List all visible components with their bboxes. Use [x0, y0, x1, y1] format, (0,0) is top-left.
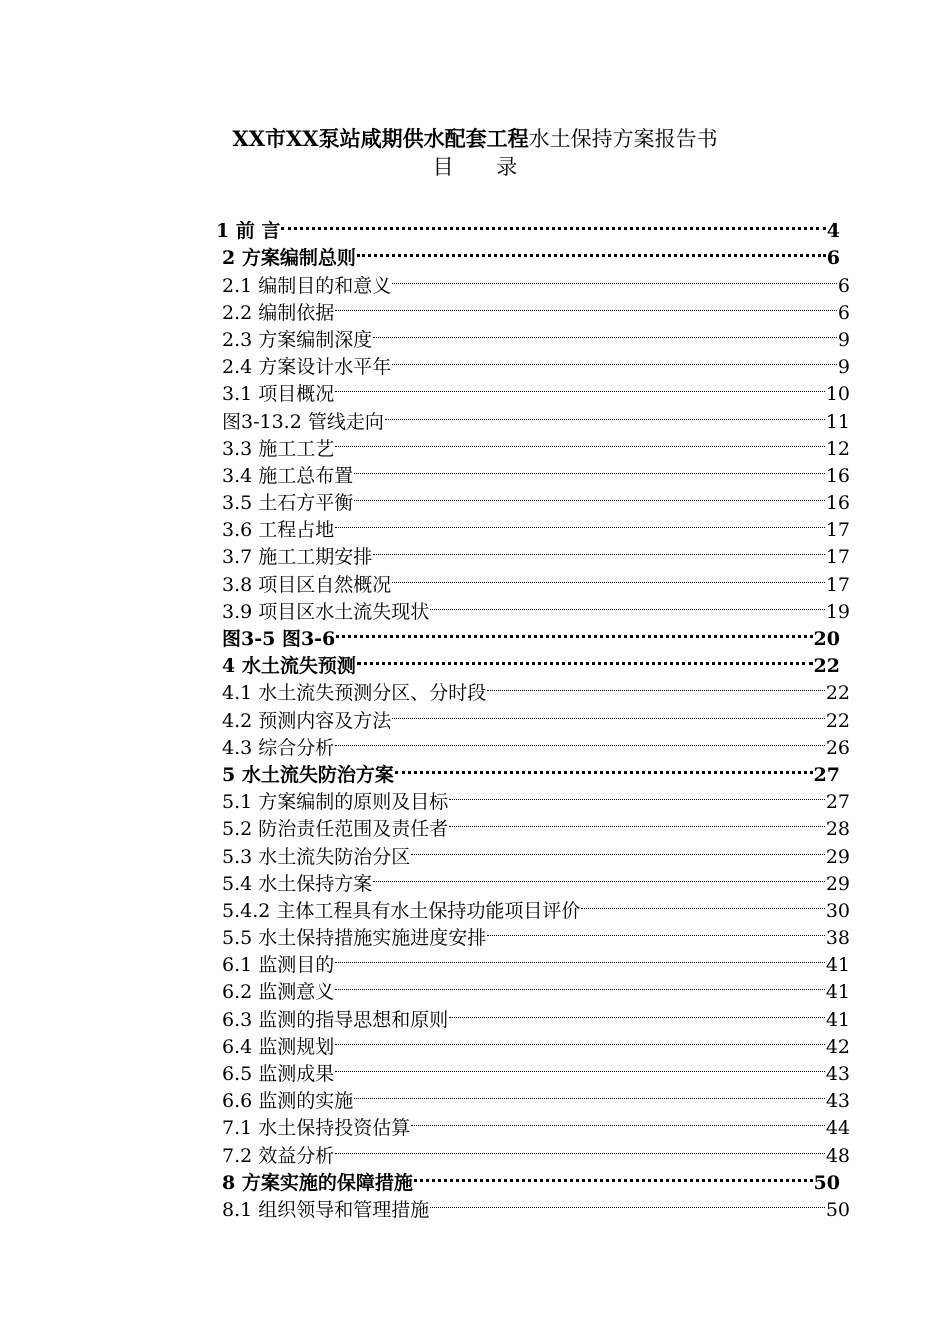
toc-entry-label: 4.3 综合分析	[222, 736, 335, 759]
toc-entry-page: 44	[825, 1117, 850, 1140]
toc-entry-page: 6	[837, 301, 850, 324]
toc-entry-label: 1 前 言	[216, 220, 281, 243]
toc-leader-dots	[391, 563, 826, 590]
toc-entry[interactable]	[222, 672, 850, 705]
toc-leader-dots	[448, 781, 826, 808]
toc-entry-label: 3.9 项目区水土流失现状	[222, 600, 430, 623]
toc-entry-page: 50	[813, 1171, 840, 1194]
toc-entry-label: 6.3 监测的指导思想和原则	[222, 1008, 449, 1031]
toc-entry-label: 8 方案实施的保障措施	[222, 1171, 413, 1194]
toc-entry[interactable]	[222, 482, 850, 515]
toc-entry-label: 5.2 防治责任范围及责任者	[222, 818, 449, 841]
toc-leader-dots	[353, 455, 826, 482]
toc-entry-label: 3.4 施工总布置	[222, 464, 354, 487]
toc-entry[interactable]	[222, 781, 850, 814]
toc-entry-page: 43	[825, 1063, 850, 1085]
toc-leader-dots	[391, 699, 826, 726]
toc-leader-dots	[394, 754, 814, 781]
toc-entry-page: 41	[825, 1008, 850, 1031]
toc-entry-page: 48	[825, 1144, 850, 1167]
toc-leader-dots	[334, 292, 838, 319]
toc-entry[interactable]	[222, 835, 850, 868]
toc-entry[interactable]	[222, 808, 850, 841]
toc-entry-page: 41	[825, 981, 850, 1004]
toc-entry[interactable]	[222, 727, 850, 759]
toc-entry-label: 2.1 编制目的和意义	[222, 274, 392, 297]
toc-leader-dots	[410, 1107, 826, 1134]
toc-entry[interactable]	[222, 1026, 850, 1058]
toc-entry[interactable]	[222, 917, 850, 950]
toc-entry-page: 9	[837, 328, 850, 351]
toc-entry-label: 2.4 方案设计水平年	[222, 356, 392, 379]
toc-entry-page: 38	[825, 927, 850, 950]
toc-entry-page: 22	[825, 709, 850, 732]
toc-entry-page: 30	[825, 899, 850, 922]
toc-leader-dots	[334, 727, 826, 754]
toc-entry[interactable]	[222, 890, 850, 922]
toc-entry-label: 4.2 预测内容及方法	[222, 709, 392, 732]
toc-entry-page: 20	[813, 628, 840, 650]
toc-entry-label: 5.5 水土保持措施实施进度安排	[222, 927, 487, 950]
toc-entry-label: 3.8 项目区自然概况	[222, 573, 392, 596]
toc-entry-page: 41	[825, 954, 850, 977]
toc-leader-dots	[334, 428, 826, 455]
toc-leader-dots	[334, 509, 826, 536]
toc-entry-page: 6	[826, 247, 840, 270]
toc-entry-page: 4	[826, 220, 840, 243]
toc-entry[interactable]	[222, 237, 850, 270]
toc-leader-dots	[334, 1134, 826, 1161]
toc-entry[interactable]	[222, 754, 850, 786]
toc-leader-dots	[391, 264, 838, 291]
toc-leader-dots	[356, 237, 827, 264]
toc-entry-label: 2.3 方案编制深度	[222, 328, 373, 351]
toc-entry[interactable]	[222, 563, 850, 596]
toc-leader-dots	[448, 808, 826, 835]
toc-leader-dots	[384, 400, 826, 427]
document-title	[0, 124, 950, 154]
toc-entry-page: 19	[825, 600, 850, 623]
toc-leader-dots	[334, 1053, 826, 1080]
toc-entry-page: 17	[825, 519, 850, 542]
toc-entry-page: 12	[825, 437, 850, 460]
toc-entry-label: 5.4.2 主体工程具有水土保持功能项目评价	[222, 899, 581, 922]
toc-entry-label: 7.1 水土保持投资估算	[222, 1117, 411, 1140]
toc-entry-label: 2.2 编制依据	[222, 301, 335, 324]
toc-leader-dots	[353, 482, 826, 509]
toc-entry[interactable]	[222, 618, 850, 650]
toc-entry[interactable]	[222, 699, 850, 732]
toc-leader-dots	[486, 917, 826, 944]
toc-entry-page: 11	[825, 410, 850, 433]
toc-entry-label: 7.2 效益分析	[222, 1144, 335, 1167]
toc-leader-dots	[429, 591, 826, 618]
toc-entry[interactable]	[222, 400, 850, 433]
toc-entry-label: 5 水土流失防治方案	[222, 763, 394, 786]
toc-entry[interactable]	[222, 536, 850, 569]
toc-leader-dots	[334, 373, 826, 400]
toc-entry[interactable]	[222, 292, 850, 324]
toc-entry-label: 6.6 监测的实施	[222, 1090, 354, 1113]
toc-entry[interactable]	[216, 210, 850, 243]
toc-entry[interactable]	[222, 1162, 850, 1194]
toc-leader-dots	[353, 1080, 826, 1107]
toc-entry-page: 27	[813, 763, 840, 786]
toc-entry-label: 8.1 组织领导和管理措施	[222, 1198, 430, 1221]
toc-entry-label: 6.4 监测规划	[222, 1035, 335, 1058]
toc-entry-label: 3.6 工程占地	[222, 519, 335, 542]
toc-entry-page: 16	[825, 492, 850, 515]
toc-leader-dots	[391, 346, 838, 373]
toc-entry-label: 图3-13.2 管线走向	[222, 410, 384, 433]
toc-entry[interactable]	[222, 645, 850, 678]
toc-entry[interactable]	[222, 863, 850, 895]
toc-leader-dots	[280, 210, 826, 237]
toc-leader-dots	[334, 971, 826, 998]
toc-entry-label: 6.5 监测成果	[222, 1063, 335, 1085]
toc-entry-label: 图3-5 图3-6	[222, 628, 336, 650]
toc-entry-label: 3.7 施工工期安排	[222, 546, 373, 569]
toc-heading: 目 录	[432, 155, 518, 179]
toc-entry-label: 5.3 水土流失防治分区	[222, 845, 411, 868]
toc-leader-dots	[410, 835, 826, 862]
toc-entry-page: 17	[825, 546, 850, 569]
toc-entry[interactable]	[222, 319, 850, 351]
toc-entry[interactable]	[222, 998, 850, 1031]
toc-entry-page: 9	[837, 356, 850, 379]
toc-entry-page: 27	[825, 791, 850, 814]
toc-entry-page: 50	[825, 1198, 850, 1221]
toc-entry-label: 4.1 水土流失预测分区、分时段	[222, 682, 487, 705]
toc-entry-label: 5.1 方案编制的原则及目标	[222, 791, 449, 814]
toc-leader-dots	[413, 1162, 814, 1189]
toc-entry[interactable]	[222, 373, 850, 406]
toc-entry-page: 42	[825, 1035, 850, 1058]
toc-entry-page: 29	[825, 872, 850, 895]
toc-leader-dots	[486, 672, 826, 699]
toc-entry-page: 6	[837, 274, 850, 297]
document-title-normal: 水土保持方案报告书	[528, 127, 718, 151]
toc-entry-label: 5.4 水土保持方案	[222, 872, 373, 895]
toc-entry-page: 22	[825, 682, 850, 705]
toc-entry[interactable]	[222, 1080, 850, 1113]
document-title-bold: XX市XX泵站咸期供水配套工程	[232, 126, 529, 151]
toc-leader-dots	[334, 944, 826, 971]
toc-entry[interactable]	[222, 1053, 850, 1085]
toc-leader-dots	[448, 998, 826, 1025]
toc-entry-page: 10	[825, 383, 850, 406]
toc-entry-label: 4 水土流失预测	[222, 655, 356, 678]
toc-entry-page: 28	[825, 818, 850, 841]
toc-entry[interactable]	[222, 591, 850, 623]
toc-entry[interactable]	[222, 509, 850, 542]
toc-leader-dots	[372, 863, 826, 890]
toc-entry[interactable]	[222, 1107, 850, 1140]
toc-entry-label: 3.5 土石方平衡	[222, 492, 354, 515]
toc-entry[interactable]	[222, 971, 850, 1004]
toc-entry-page: 17	[825, 573, 850, 596]
table-of-contents	[216, 210, 850, 1221]
toc-leader-dots	[372, 536, 826, 563]
toc-leader-dots	[372, 319, 838, 346]
toc-leader-dots	[334, 1026, 826, 1053]
toc-entry[interactable]	[222, 944, 850, 977]
toc-entry-label: 3.3 施工工艺	[222, 437, 335, 460]
toc-entry-page: 26	[825, 736, 850, 759]
toc-leader-dots	[335, 618, 813, 645]
toc-entry-page: 29	[825, 845, 850, 868]
toc-entry[interactable]	[222, 1134, 850, 1167]
toc-leader-dots	[356, 645, 814, 672]
toc-entry-page: 16	[825, 464, 850, 487]
toc-entry-label: 2 方案编制总则	[222, 247, 356, 270]
toc-entry-label: 6.2 监测意义	[222, 981, 335, 1004]
toc-entry[interactable]	[222, 428, 850, 460]
toc-entry[interactable]	[222, 264, 850, 297]
toc-entry[interactable]	[222, 1189, 850, 1221]
toc-entry-label: 3.1 项目概况	[222, 383, 335, 406]
toc-leader-dots	[429, 1189, 826, 1216]
toc-entry-page: 22	[813, 655, 840, 678]
toc-entry[interactable]	[222, 346, 850, 379]
toc-entry-page: 43	[825, 1090, 850, 1113]
toc-entry[interactable]	[222, 455, 850, 487]
toc-leader-dots	[580, 890, 825, 917]
toc-entry-label: 6.1 监测目的	[222, 954, 335, 977]
